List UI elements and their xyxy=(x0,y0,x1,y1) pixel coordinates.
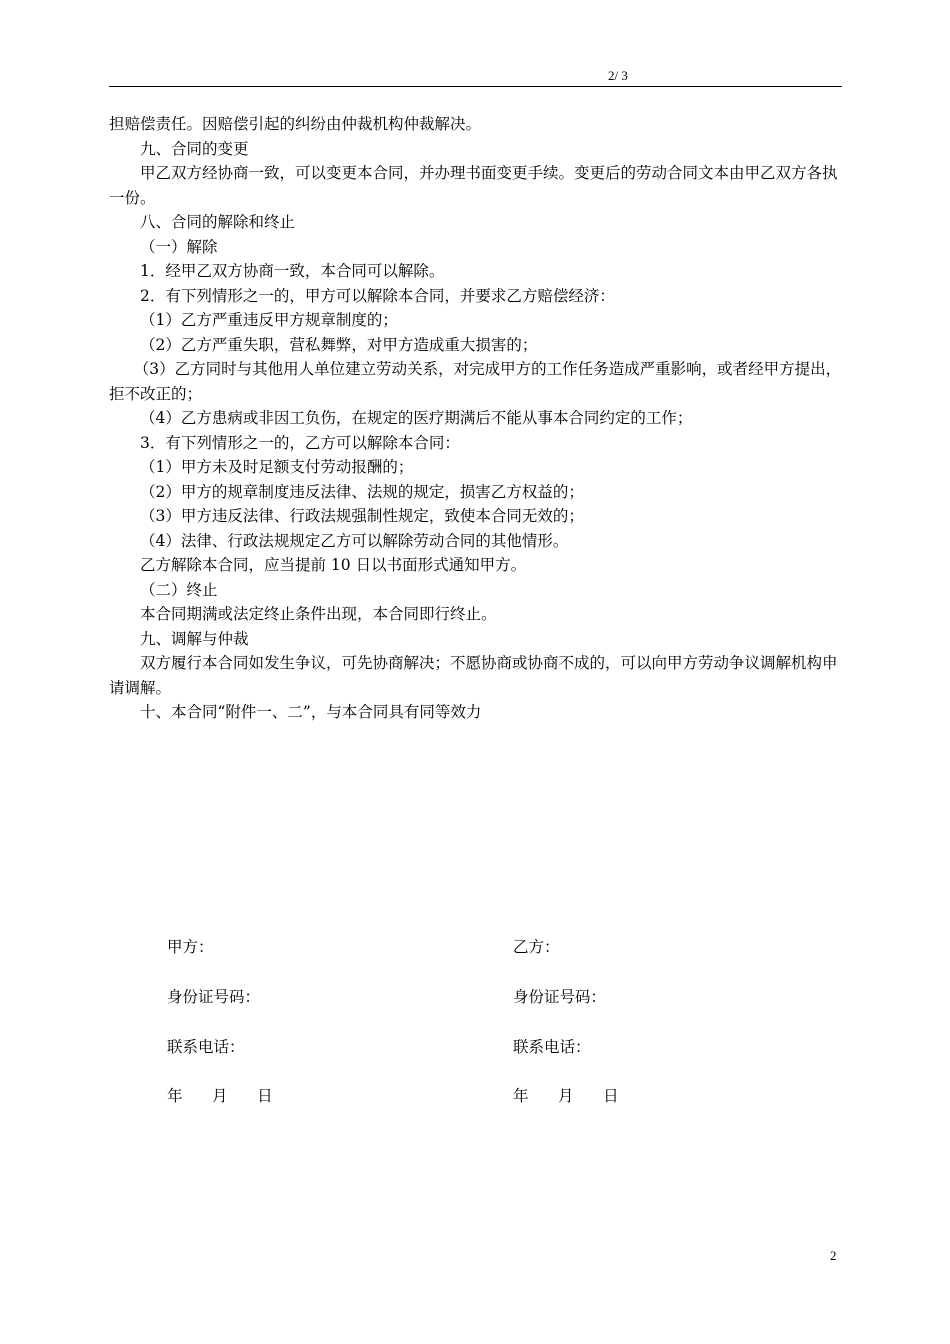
list-item: （1）甲方未及时足额支付劳动报酬的； xyxy=(140,458,414,476)
list-item: （4）法律、行政法规规定乙方可以解除劳动合同的其他情形。 xyxy=(140,531,569,550)
party-b-id-label: 身份证号码： xyxy=(513,988,607,1006)
signature-row-id xyxy=(0,985,950,1009)
party-a-phone-label: 联系电话： xyxy=(167,1038,245,1056)
section-heading: 十、本合同“附件一、二”，与本合同具有同等效力 xyxy=(140,703,482,721)
signature-row-party xyxy=(0,935,950,959)
section-heading: 九、合同的变更 xyxy=(140,139,249,158)
paragraph: 1．经甲乙双方协商一致，本合同可以解除。 xyxy=(140,262,445,280)
list-item: （2）乙方严重失职，营私舞弊，对甲方造成重大损害的； xyxy=(140,335,538,354)
section-heading: 八、合同的解除和终止 xyxy=(140,213,296,231)
subsection-heading: （一）解除 xyxy=(140,237,218,256)
list-item: （1）乙方严重违反甲方规章制度的； xyxy=(140,311,398,329)
list-item: （3）乙方同时与其他用人单位建立劳动关系，对完成甲方的工作任务造成严重影响，或者经甲方提出，拒不改正的； xyxy=(109,360,842,403)
party-a-label: 甲方： xyxy=(167,938,214,956)
section-heading: 九、调解与仲裁 xyxy=(140,629,249,648)
paragraph: 乙方解除本合同，应当提前 10 日以书面形式通知甲方。 xyxy=(140,556,527,574)
footer-page-number: 2 xyxy=(830,1248,837,1263)
list-item: （4）乙方患病或非因工负伤，在规定的医疗期满后不能从事本合同约定的工作； xyxy=(140,409,693,427)
party-b-phone-label: 联系电话： xyxy=(513,1038,591,1056)
paragraph: 2．有下列情形之一的，甲方可以解除本合同，并要求乙方赔偿经济： xyxy=(140,286,615,305)
list-item: （2）甲方的规章制度违反法律、法规的规定，损害乙方权益的； xyxy=(140,482,584,501)
subsection-heading: （二）终止 xyxy=(140,580,218,599)
list-item: （3）甲方违反法律、行政法规强制性规定，致使本合同无效的； xyxy=(140,507,584,525)
contract-body xyxy=(109,112,844,725)
header-page-indicator: 2/ 3 xyxy=(608,68,628,83)
signature-row-phone xyxy=(0,1035,950,1059)
paragraph: 担赔偿责任。因赔偿引起的纠纷由仲裁机构仲裁解决。 xyxy=(109,115,482,133)
paragraph: 甲乙双方经协商一致，可以变更本合同，并办理书面变更手续。变更后的劳动合同文本由甲乙双方各执一份。 xyxy=(109,164,838,207)
paragraph: 本合同期满或法定终止条件出现，本合同即行终止。 xyxy=(140,605,497,623)
party-a-date: 年 月 日 xyxy=(167,1087,273,1105)
paragraph: 双方履行本合同如发生争议，可先协商解决；不愿协商或协商不成的，可以向甲方劳动争议调解机构申请调解。 xyxy=(109,654,838,697)
party-b-date: 年 月 日 xyxy=(513,1087,619,1105)
party-a-id-label: 身份证号码： xyxy=(167,988,261,1006)
party-b-label: 乙方： xyxy=(513,938,560,956)
signature-row-date xyxy=(0,1084,950,1108)
header-rule xyxy=(109,86,842,87)
paragraph: 3．有下列情形之一的，乙方可以解除本合同： xyxy=(140,433,460,452)
